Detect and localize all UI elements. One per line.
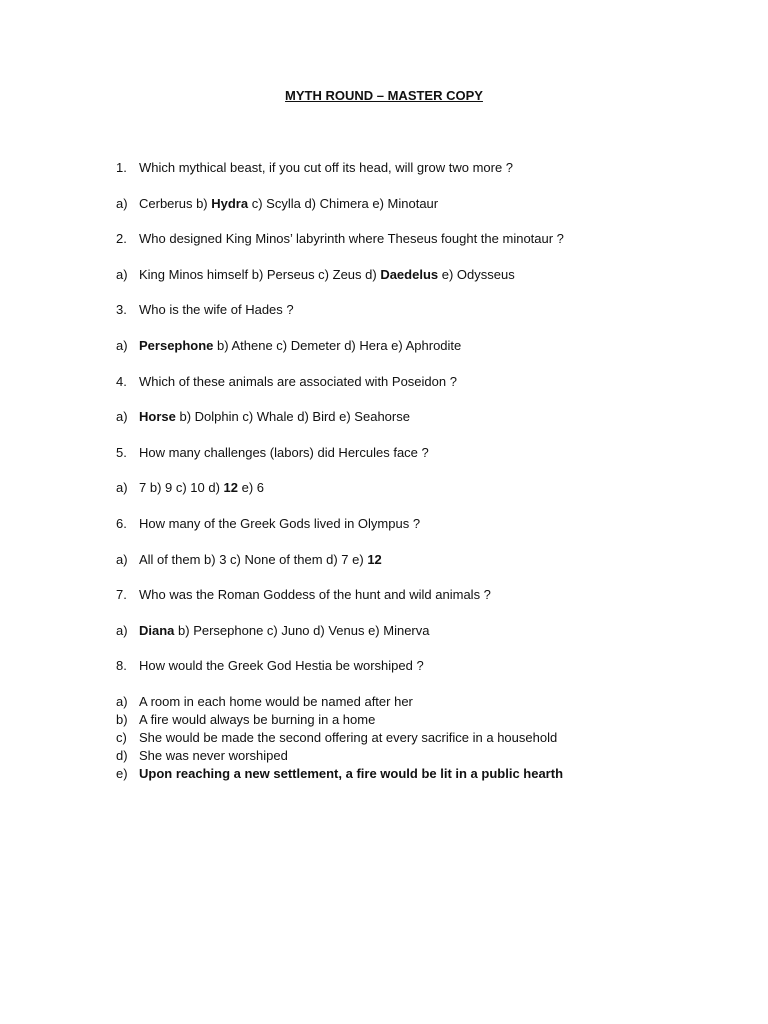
- answer-marker: a): [116, 551, 128, 567]
- question-line: [116, 445, 429, 460]
- question-line: [116, 302, 294, 317]
- page-title: MYTH ROUND – MASTER COPY: [285, 88, 483, 103]
- option-line: [116, 730, 557, 745]
- question-number: 8.: [116, 658, 127, 674]
- question-number: 7.: [116, 587, 127, 603]
- answer-options: b) Dolphin c) Whale d) Bird e) Seahorse: [175, 409, 410, 425]
- question-text: How many challenges (labors) did Hercules face ?: [139, 444, 429, 460]
- question-text: Who designed King Minos’ labyrinth where Theseus fought the minotaur ?: [139, 231, 564, 247]
- question-number: 2.: [116, 231, 127, 247]
- option-line: [116, 748, 288, 763]
- answer-marker: a): [116, 266, 128, 282]
- correct-answer: Persephone: [139, 338, 214, 353]
- option-marker: b): [116, 711, 128, 727]
- question-number: 6.: [116, 516, 127, 531]
- question-line: [116, 231, 564, 246]
- question-text: Which mythical beast, if you cut off its head, will grow two more ?: [139, 160, 514, 175]
- answer-options: e) 6: [238, 480, 265, 496]
- answer-marker: a): [116, 480, 128, 496]
- question-line: [116, 587, 491, 602]
- question-line: [116, 374, 457, 389]
- answer-options: King Minos himself b) Perseus c) Zeus d): [139, 266, 381, 282]
- option-line: [116, 766, 563, 781]
- question-text: How many of the Greek Gods lived in Olympus ?: [139, 516, 421, 531]
- answer-options: b) Persephone c) Juno d) Venus e) Minerva: [174, 622, 430, 638]
- question-line: [116, 516, 420, 531]
- question-line: [116, 658, 424, 673]
- option-text: She was never worshiped: [139, 747, 288, 763]
- option-line: [116, 694, 413, 709]
- answer-options: 7 b) 9 c) 10 d): [139, 480, 224, 496]
- question-number: 1.: [116, 160, 127, 175]
- option-text: A fire would always be burning in a home: [139, 711, 376, 727]
- option-marker: c): [116, 729, 127, 745]
- question-number: 5.: [116, 444, 127, 460]
- correct-answer: Upon reaching a new settlement, a fire would be lit in a public hearth: [139, 765, 564, 781]
- answer-line: [116, 267, 515, 282]
- question-text: How would the Greek God Hestia be worshiped ?: [139, 658, 424, 674]
- answer-options: Cerberus b): [139, 195, 212, 211]
- option-line: [116, 712, 375, 727]
- correct-answer: 12: [367, 551, 382, 567]
- answer-line: [116, 338, 461, 353]
- option-marker: d): [116, 747, 128, 763]
- option-marker: a): [116, 694, 128, 709]
- answer-line: [116, 552, 382, 567]
- answer-options: b) Athene c) Demeter d) Hera e) Aphrodite: [213, 338, 462, 353]
- option-text: She would be made the second offering at every sacrifice in a household: [139, 729, 558, 745]
- option-text: A room in each home would be named after her: [139, 694, 413, 709]
- answer-marker: a): [116, 409, 128, 425]
- option-marker: e): [116, 765, 128, 781]
- question-number: 3.: [116, 302, 127, 318]
- answer-options: e) Odysseus: [438, 266, 515, 282]
- answer-line: [116, 196, 438, 211]
- question-text: Which of these animals are associated with Poseidon ?: [139, 373, 457, 389]
- question-text: Who was the Roman Goddess of the hunt and wild animals ?: [139, 587, 491, 603]
- correct-answer: Horse: [139, 409, 176, 425]
- correct-answer: Hydra: [211, 195, 249, 211]
- correct-answer: 12: [223, 480, 239, 496]
- correct-answer: Daedelus: [380, 266, 439, 282]
- answer-line: [116, 409, 410, 424]
- answer-line: [116, 623, 430, 638]
- answer-options: c) Scylla d) Chimera e) Minotaur: [248, 195, 439, 211]
- correct-answer: Diana: [139, 622, 175, 638]
- answer-marker: a): [116, 338, 128, 353]
- answer-line: [116, 480, 264, 495]
- question-line: [116, 160, 513, 175]
- question-text: Who is the wife of Hades ?: [139, 302, 294, 318]
- answer-options: All of them b) 3 c) None of them d) 7 e): [139, 551, 368, 567]
- question-number: 4.: [116, 373, 127, 389]
- answer-marker: a): [116, 195, 128, 211]
- answer-marker: a): [116, 622, 128, 638]
